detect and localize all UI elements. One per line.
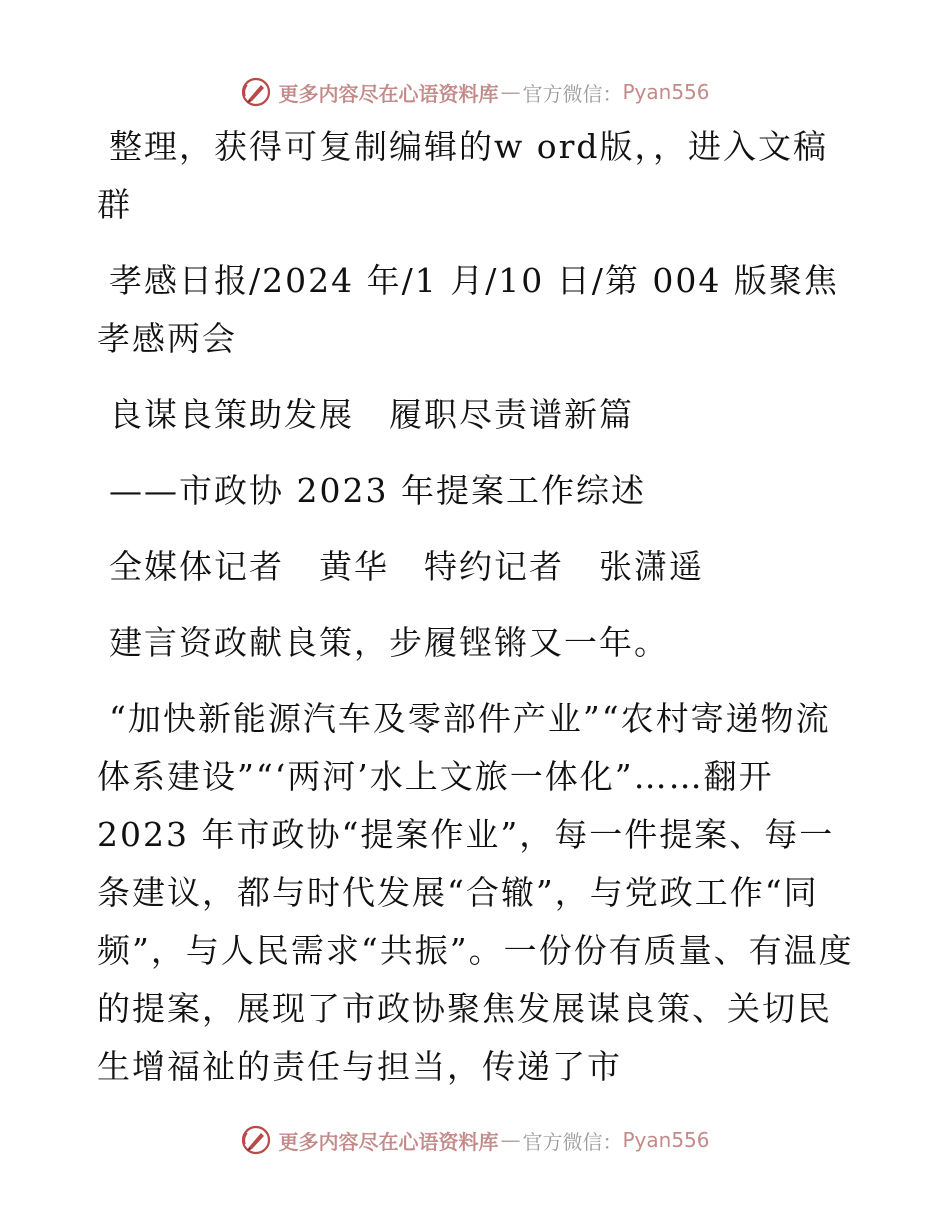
pen-logo-icon: [240, 76, 272, 108]
document-body: [97, 118, 857, 1096]
paragraph-source: 孝感日报/2024 年/1 月/10 日/第 004 版聚焦孝感两会: [97, 261, 839, 358]
pen-logo-icon: [240, 1124, 272, 1156]
article-subtitle: ——市政协 2023 年提案工作综述: [109, 471, 646, 510]
footer-site-text: 更多内容尽在心语资料库: [278, 1129, 499, 1154]
article-byline: 全媒体记者 黄华 特约记者 张潇遥: [109, 547, 704, 586]
header-wechat-id: Pyan556: [622, 80, 710, 104]
article-title: 良谋良策助发展 履职尽责谱新篇: [109, 395, 634, 434]
paragraph-body: “加快新能源汽车及零部件产业”“农村寄递物流体系建设”“‘两河’水上文旅一体化”……翻开 2023 年市政协“提案作业”，每一件提案、每一条建议，都与时代发展“合辙”，与党政工作“同频”，与人民需求“共振”。一份份有质量、有温度的提案，展现了市政协聚焦发展谋良策、关切民生增福祉的责任与担当，传递了市: [97, 699, 854, 1086]
footer-wechat-id: Pyan556: [622, 1128, 710, 1152]
header-site-text: 更多内容尽在心语资料库: [278, 81, 499, 106]
paragraph-lead: 建言资政献良策，步履铿锵又一年。: [109, 623, 669, 662]
header-separator: —: [500, 80, 521, 104]
footer-separator: —: [500, 1128, 521, 1152]
footer-official-text: 官方微信：: [522, 1129, 623, 1154]
header-banner: [0, 72, 950, 112]
footer-banner: [0, 1120, 950, 1160]
header-official-text: 官方微信：: [522, 81, 623, 106]
paragraph-intro: 整理，获得可复制编辑的w ord版，，进入文稿群: [97, 127, 829, 224]
